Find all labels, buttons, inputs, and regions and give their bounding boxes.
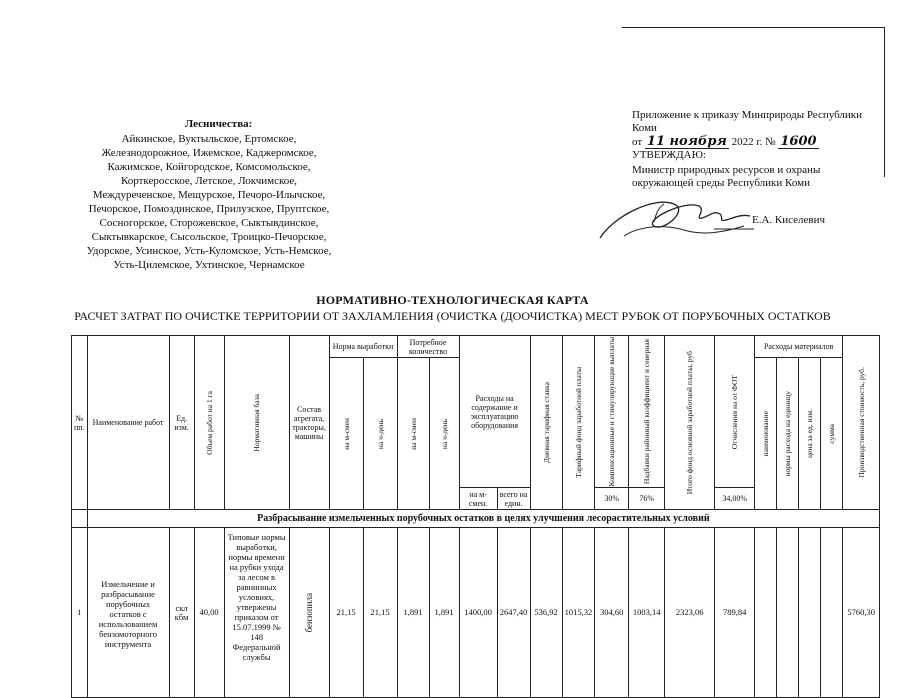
header-unit: Ед. изм. xyxy=(169,336,194,510)
row-norm-day: 21,15 xyxy=(363,528,397,698)
header-equip-costs: Расходы на содержание и эксплуатацию оборудования xyxy=(459,336,530,488)
row-equip-shift: 1400,00 xyxy=(459,528,497,698)
header-norm-day: на ч-день xyxy=(363,358,397,510)
header-daily-rate: Дневная тарифная ставка xyxy=(530,336,562,510)
header-pct-regional: 76% xyxy=(629,488,665,510)
row-num: 1 xyxy=(72,528,88,698)
row-volume: 40,00 xyxy=(194,528,224,698)
row-norm-shift: 21,15 xyxy=(329,528,363,698)
approval-block xyxy=(632,109,900,190)
header-pct-deductions: 34,00% xyxy=(715,488,755,510)
forestries-line: Печорское, Помоздинское, Прилузское, Пруптское, xyxy=(88,203,330,215)
header-equip-total: всего на един. xyxy=(497,488,530,510)
order-date-line xyxy=(632,135,900,149)
forestries-line: Сосногорское, Сторожевское, Сыктывдинское, xyxy=(99,217,319,229)
minister-signature xyxy=(594,186,764,256)
header-row-1 xyxy=(72,336,880,358)
row-mat-price xyxy=(799,528,821,698)
document-title: НОРМАТИВНО-ТЕХНОЛОГИЧЕСКАЯ КАРТА xyxy=(316,293,589,307)
header-num: № пп. xyxy=(72,336,88,510)
forestries-line: Корткеросское, Летское, Локчимское, xyxy=(120,175,298,187)
header-production-cost: Производственная стоимость, руб. xyxy=(843,336,880,510)
row-total-fund: 2323,06 xyxy=(665,528,715,698)
header-composition: Состав агрегата, тракторы, машины xyxy=(289,336,329,510)
header-basis: Нормативная база xyxy=(224,336,289,510)
header-mat-price: цена за ед. изм. xyxy=(799,358,821,510)
minister-title-line-1: Министр природных ресурсов и охраны xyxy=(632,164,821,176)
document-subtitle: РАСЧЕТ ЗАТРАТ ПО ОЧИСТКЕ ТЕРРИТОРИИ ОТ ЗАХЛАМЛЕНИЯ (ОЧИСТКА (ДООЧИСТКА) МЕСТ РУБОК ОТ ПОРУБОЧНЫХ ОСТАТКОВ xyxy=(74,309,831,323)
row-equip-total: 2647,40 xyxy=(497,528,530,698)
header-work-name: Наименование работ xyxy=(87,336,169,510)
forestries-line: Железнодорожное, Ижемское, Каджеромское, xyxy=(101,147,317,159)
section-title: Разбрасывание измельченных порубочных остатков в целях улучшения лесорастительных условий xyxy=(87,510,880,528)
header-mat-norm: нормы расхода на единицу xyxy=(777,358,799,510)
row-deductions: 789,84 xyxy=(715,528,755,698)
appendix-line-2: Коми xyxy=(632,122,657,134)
header-norm-output: Норма выработки xyxy=(329,336,397,358)
minister-name: Е.А. Киселевич xyxy=(752,214,826,226)
header-mat-sum: сумма xyxy=(821,358,843,510)
row-mat-sum xyxy=(821,528,843,698)
header-volume: Объем работ на 1 га xyxy=(194,336,224,510)
row-mat-norm xyxy=(777,528,799,698)
row-need-day: 1,891 xyxy=(429,528,459,698)
row-work-name: Измельчение и разбрасывание порубочных остатков с использованием бензомоторного инструмента xyxy=(87,528,169,698)
row-compensation: 304,60 xyxy=(595,528,629,698)
header-total-fund: Итого фонд основной заработной платы, руб xyxy=(665,336,715,510)
header-tariff-fund: Тарифный фонд заработной платы xyxy=(562,336,595,510)
row-regional: 1003,14 xyxy=(629,528,665,698)
header-materials: Расходы материалов xyxy=(755,336,843,358)
header-need-shift: на м-смен xyxy=(397,358,429,510)
row-production-cost: 5760,30 xyxy=(843,528,880,698)
forestries-line: Сыктывкарское, Сысольское, Троицко-Печорское, xyxy=(91,231,327,243)
row-composition: бензопила xyxy=(289,528,329,698)
order-number-handwritten: 1600 xyxy=(780,134,817,149)
forestries-line: Усть-Цилемское, Ухтинское, Чернамское xyxy=(113,259,305,271)
forestries-line: Междуреченское, Мещурское, Печоро-Илычское, xyxy=(92,189,326,201)
order-year-text: 2022 г. № xyxy=(731,136,776,148)
forestries-list xyxy=(68,132,350,272)
header-deductions: Отчисления на от ФОТ xyxy=(715,336,755,488)
row-daily-rate: 536,92 xyxy=(530,528,562,698)
forestries-line: Кажимское, Койгородское, Комсомольское, xyxy=(107,161,311,173)
forestries-line: Удорское, Усинское, Усть-Куломское, Усть-Немское, xyxy=(86,245,332,257)
header-mat-name: наименование xyxy=(755,358,777,510)
header-norm-shift: на м-смен xyxy=(329,358,363,510)
header-need-qty: Потребное количество xyxy=(397,336,459,358)
page-frame-top-line xyxy=(622,27,884,28)
header-pct-compensation: 30% xyxy=(595,488,629,510)
row-mat-name xyxy=(755,528,777,698)
order-date-handwritten: 11 ноября xyxy=(646,134,727,149)
approve-label: УТВЕРЖДАЮ: xyxy=(632,149,706,161)
header-compensation: Компенсационные и стимулирующие выплаты xyxy=(595,336,629,488)
row-unit: скл кбм xyxy=(169,528,194,698)
row-need-shift: 1,891 xyxy=(397,528,429,698)
row-tariff-fund: 1015,32 xyxy=(562,528,595,698)
cost-calculation-table xyxy=(71,335,880,698)
header-regional: Надбавки районный коэффициент и северная xyxy=(629,336,665,488)
forestries-title: Лесничества: xyxy=(185,118,253,130)
table-row xyxy=(72,528,880,698)
header-equip-shift: на м-смен. xyxy=(459,488,497,510)
minister-title-line-2: окружающей среды Республики Коми xyxy=(632,177,810,189)
section-row xyxy=(72,510,880,528)
order-from-label: от xyxy=(632,136,643,148)
appendix-line-1: Приложение к приказу Минприроды Республики xyxy=(632,109,863,121)
forestries-line: Айкинское, Вуктыльское, Ертомское, xyxy=(121,133,297,145)
row-basis: Типовые нормы выработки, нормы времени на рубки ухода за лесом в равнинных условиях, утвержены приказом от 15.07.1999 № 148 Федеральной службы xyxy=(224,528,289,698)
header-need-day: на ч-день xyxy=(429,358,459,510)
